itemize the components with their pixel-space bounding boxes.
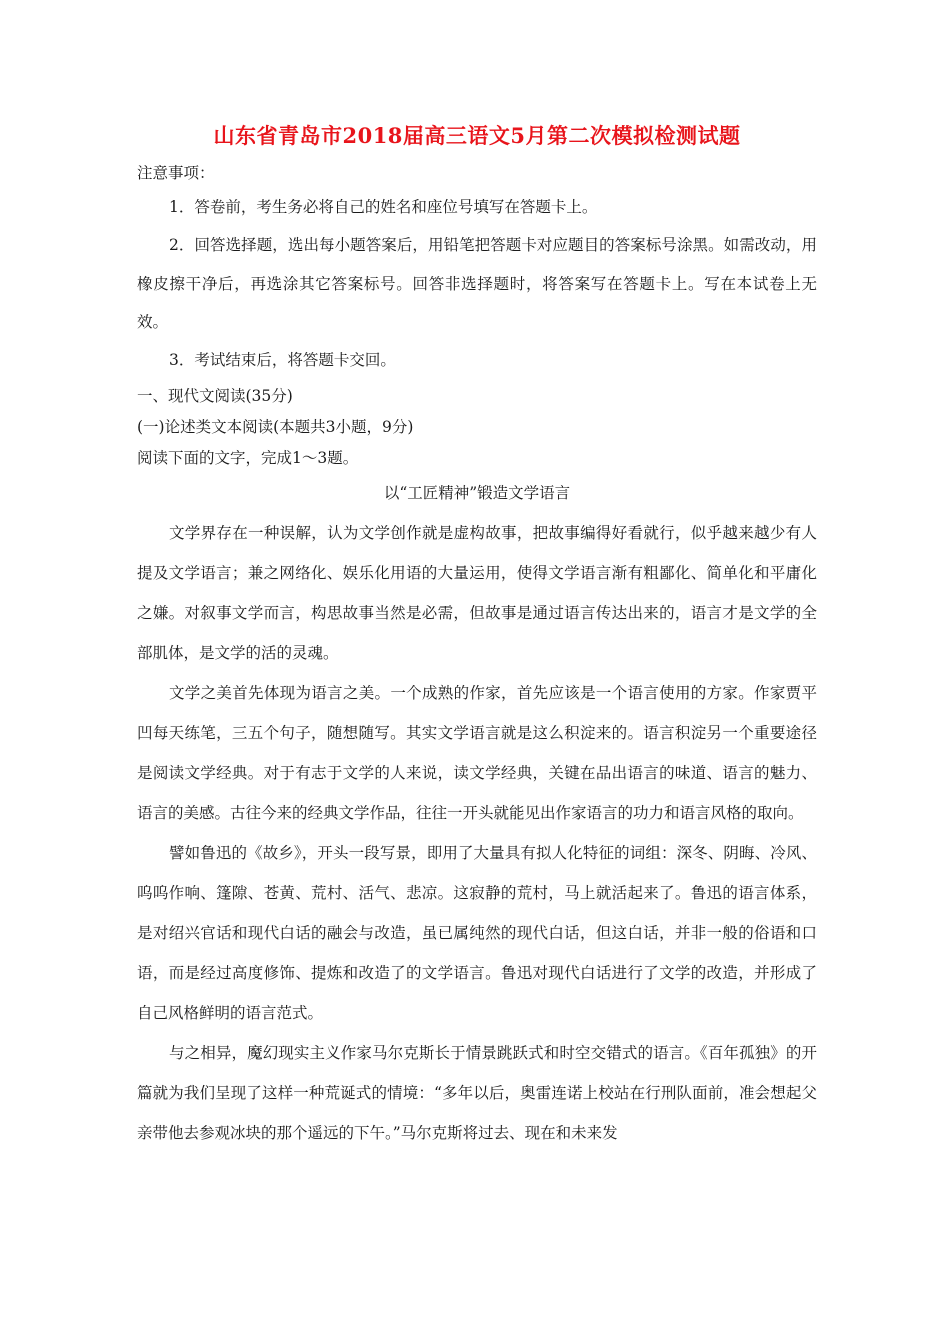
notice-item-2: 2．回答选择题，选出每小题答案后，用铅笔把答题卡对应题目的答案标号涂黑。如需改动，用橡皮擦干净后，再选涂其它答案标号。回答非选择题时，将答案写在答题卡上。写在本试卷上无效。 [137, 236, 817, 331]
essay-paragraph-3: 譬如鲁迅的《故乡》，开头一段写景，即用了大量具有拟人化特征的词组：深冬、阴晦、冷风、呜呜作响、篷隙、苍黄、荒村、活气、悲凉。这寂静的荒村，马上就活起来了。鲁迅的语言体系，是对绍兴官话和现代白话的融会与改造，虽已属纯然的现代白话，但这白话，并非一般的俗语和口语，而是经过高度修饰、提炼和改造了的文学语言。鲁迅对现代白话进行了文学的改造，并形成了自己风格鲜明的语言范式。 [137, 843, 817, 1022]
essay-paragraph-1: 文学界存在一种误解，认为文学创作就是虚构故事，把故事编得好看就行，似乎越来越少有人提及文学语言；兼之网络化、娱乐化用语的大量运用，使得文学语言渐有粗鄙化、简单化和平庸化之嫌。对叙事文学而言，构思故事当然是必需，但故事是通过语言传达出来的，语言才是文学的全部肌体，是文学的活的灵魂。 [137, 523, 817, 662]
subsection-heading: (一)论述类文本阅读(本题共3小题，9分) [137, 417, 414, 436]
essay-paragraph-4: 与之相异，魔幻现实主义作家马尔克斯长于情景跳跃式和时空交错式的语言。《百年孤独》的开篇就为我们呈现了这样一种荒诞式的情境：“多年以后，奥雷连诺上校站在行刑队面前，准会想起父亲带他去参观冰块的那个遥远的下午。”马尔克斯将过去、现在和未来发 [137, 1043, 817, 1142]
document-page [137, 118, 817, 1153]
essay-paragraph-2: 文学之美首先体现为语言之美。一个成熟的作家，首先应该是一个语言使用的方家。作家贾平凹每天练笔，三五个句子，随想随写。其实文学语言就是这么积淀来的。语言积淀另一个重要途径是阅读文学经典。对于有志于文学的人来说，读文学经典，关键在品出语言的味道、语言的魅力、语言的美感。古往今来的经典文学作品，往往一开头就能见出作家语言的功力和语言风格的取向。 [137, 683, 817, 822]
notice-heading: 注意事项： [137, 164, 215, 182]
essay-title: 以“工匠精神”锻造文学语言 [383, 483, 571, 502]
notice-item-3: 3．考试结束后，将答题卡交回。 [169, 350, 396, 369]
reading-instruction: 阅读下面的文字，完成1～3题。 [137, 448, 359, 467]
document-title: 山东省青岛市2018届高三语文5月第二次模拟检测试题 [213, 123, 741, 148]
notice-item-1: 1．答卷前，考生务必将自己的姓名和座位号填写在答题卡上。 [169, 198, 598, 216]
section-heading: 一、现代文阅读(35分) [137, 386, 293, 405]
